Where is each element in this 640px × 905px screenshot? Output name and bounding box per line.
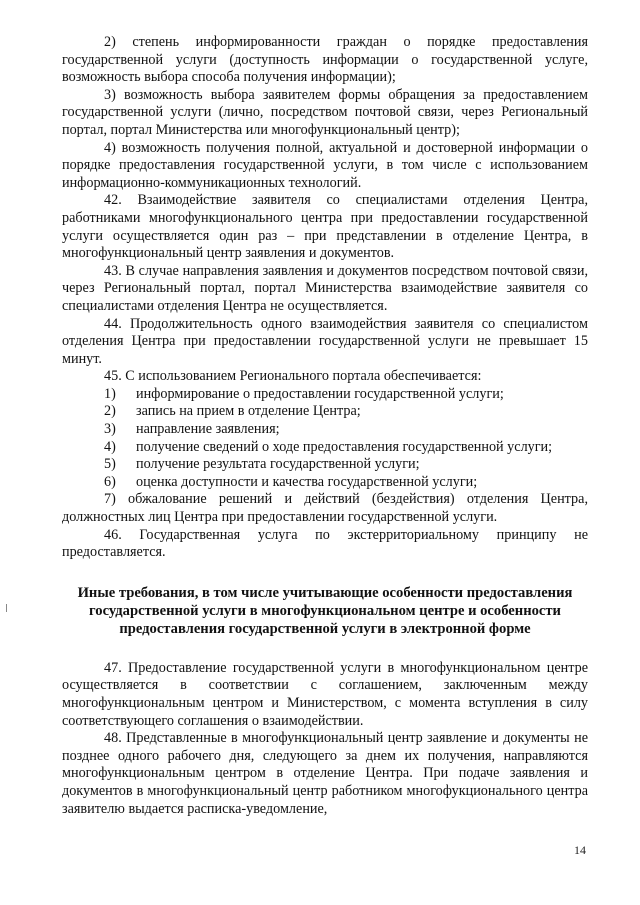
- list-item-text: оценка доступности и качества государственной услуги;: [136, 473, 478, 490]
- document-body: [62, 34, 588, 818]
- list-item-number: 4): [104, 438, 116, 455]
- list-item-number: 5): [104, 456, 116, 473]
- list-item-number: 1): [104, 385, 116, 402]
- paragraph-44: 44. Продолжительность одного взаимодействия заявителя со специалистом отделения Центра при предоставлении государственной услуги не превышает 15 минут.: [62, 315, 588, 367]
- list-item-text: информирование о предоставлении государственной услуги;: [136, 385, 504, 402]
- page-number: 14: [574, 843, 586, 857]
- paragraph-45: 45. С использованием Регионального портала обеспечивается:: [104, 368, 482, 385]
- list-item: [62, 386, 588, 404]
- list-item: [62, 456, 588, 474]
- paragraph-list-item-7: 7) обжалование решений и действий (бездействия) отделения Центра, должностных лиц Центра при предоставлении государственной услуги.: [62, 491, 588, 526]
- paragraph-criterion-4: 4) возможность получения полной, актуальной и достоверной информации о порядке предоставления государственной услуги, в том числе с использованием информационно-коммуникационных технологий.: [62, 139, 588, 191]
- section-heading: Иные требования, в том числе учитывающие особенности предоставления государственной услуги в многофункциональном центре и особенности предоставления государственной услуги в электронной форме: [77, 584, 573, 637]
- list-item-number: 3): [104, 421, 116, 438]
- list-item: [62, 421, 588, 439]
- list-item: [62, 439, 588, 457]
- list-item-number: 2): [104, 403, 116, 420]
- list-item-text: получение результата государственной услуги;: [136, 456, 420, 473]
- paragraph-48: 48. Представленные в многофункциональный центр заявление и документы не позднее одного рабочего дня, следующего за днем их получения, направляются многофункциональным центром в отделение Центра. При подаче заявления и документов в многофункциональный центр работником многофукционального центра заявителю выдается расписка-уведомление,: [62, 730, 588, 817]
- margin-mark: [6, 604, 7, 612]
- paragraph-43: 43. В случае направления заявления и документов посредством почтовой связи, через Региональный портал, портал Министерства взаимодействие заявителя со специалистами отделения Центра не осуществляется.: [62, 262, 588, 314]
- list-item-text: запись на прием в отделение Центра;: [136, 403, 361, 420]
- list-item-text: направление заявления;: [136, 421, 280, 438]
- list-item: [62, 403, 588, 421]
- list-item-number: 6): [104, 473, 116, 490]
- paragraph-47: 47. Предоставление государственной услуги в многофункциональном центре осуществляется в соответствии с соглашением, заключенным между многофункциональным центром и Министерством, с момента вступления в силу соответствующего соглашения о взаимодействии.: [62, 659, 588, 729]
- paragraph-criterion-3: 3) возможность выбора заявителем формы обращения за предоставлением государственной услуги (лично, посредством почтовой связи, через Региональный портал, портал Министерства или многофункциональный центр);: [62, 86, 588, 138]
- paragraph-criterion-2: 2) степень информированности граждан о порядке предоставления государственной услуги (доступность информации о государственной услуге, возможность выбора способа получения информации);: [62, 34, 588, 86]
- list-item: [62, 474, 588, 492]
- paragraph-46: 46. Государственная услуга по экстерриториальному принципу не предоставляется.: [62, 526, 588, 561]
- list-item-text: получение сведений о ходе предоставления государственной услуги;: [136, 438, 553, 455]
- paragraph-42: 42. Взаимодействие заявителя со специалистами отделения Центра, работниками многофункционального центра при предоставлении государственной услуги осуществляется один раз – при представлении в отделение Центра, в многофункциональный центр заявления и документов.: [62, 192, 588, 262]
